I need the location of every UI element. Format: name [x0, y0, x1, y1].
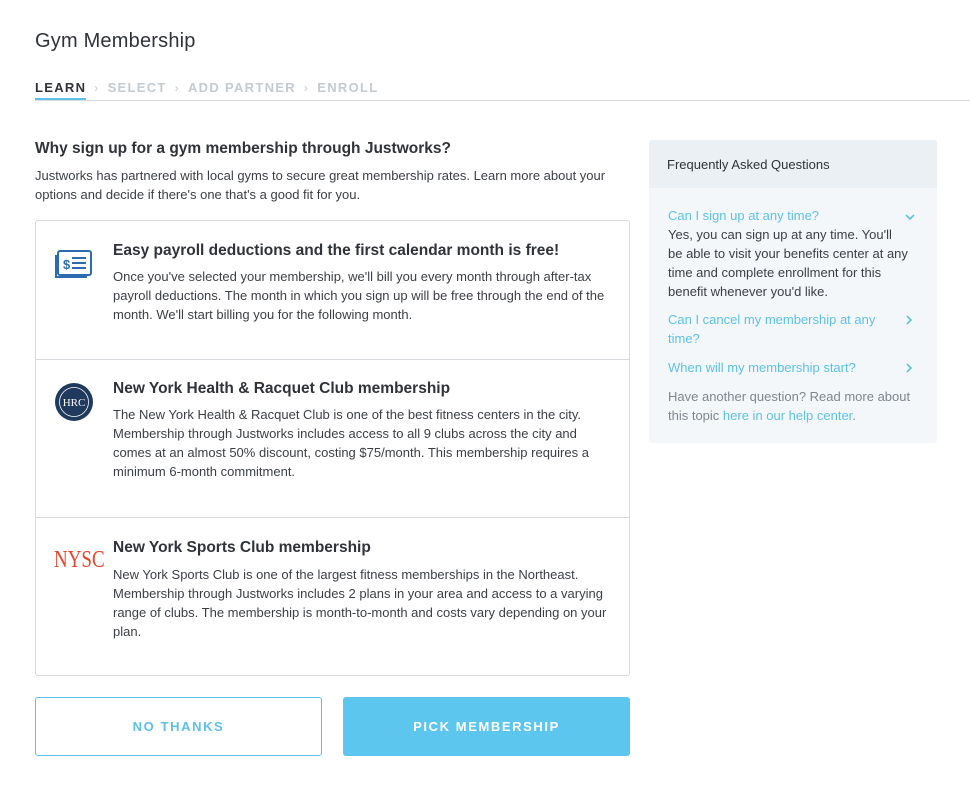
card-title: New York Health & Racquet Club membership: [113, 380, 451, 397]
chevron-right-icon[interactable]: [904, 313, 914, 331]
step-progress: [35, 80, 378, 95]
help-center-link[interactable]: here in our help center: [722, 408, 853, 423]
step-learn[interactable]: LEARN: [35, 80, 87, 95]
faq-footer-end: .: [852, 408, 856, 423]
membership-info-cards: [35, 220, 630, 676]
card-body: New York Sports Club is one of the largest fitness memberships in the Northeast. Membership through Justworks includes 2 plans in your area and access to a varying range of clubs. The membership is month-to-month and costs vary depending on your plan.: [113, 567, 607, 639]
check-dollar-icon: [54, 245, 94, 286]
faq-title: Frequently Asked Questions: [649, 140, 937, 188]
card-payroll: [36, 221, 629, 360]
faq-footer: [668, 387, 920, 425]
faq-footer-text: Have another question? Read more about this topic: [668, 389, 911, 423]
no-thanks-button[interactable]: NO THANKS: [35, 697, 322, 756]
faq-question-cancel[interactable]: Can I cancel my membership at any time?: [668, 312, 876, 346]
pick-membership-button[interactable]: PICK MEMBERSHIP: [343, 697, 630, 756]
faq-answer: Yes, you can sign up at any time. You'll be able to visit your benefits center at any time and complete enrollment for this benefit whenever you'd like.: [668, 227, 908, 299]
chevron-right-icon: ›: [303, 80, 310, 95]
nyhrc-logo-icon: [54, 382, 94, 427]
svg-text:HRC: HRC: [62, 397, 86, 409]
intro-text: Justworks has partnered with local gyms to secure great membership rates. Learn more about your options and decide if there's one that's a good fit for you.: [35, 168, 606, 202]
chevron-right-icon: ›: [174, 80, 180, 95]
faq-question-sign-up[interactable]: Can I sign up at any time?: [668, 208, 820, 223]
card-body: The New York Health & Racquet Club is one of the best fitness centers in the city. Membership through Justworks includes access to all 9 clubs across the city and comes at an almost 50% discount, costing $75/month. This membership requires a minimum 6-month commitment.: [113, 407, 589, 479]
step-select[interactable]: SELECT: [107, 80, 167, 95]
step-enroll[interactable]: ENROLL: [317, 80, 379, 95]
faq-panel: [649, 140, 937, 443]
intro-heading: Why sign up for a gym membership through Justworks?: [35, 140, 451, 157]
chevron-right-icon[interactable]: [904, 361, 914, 379]
card-body: Once you've selected your membership, we'll bill you every month through after-tax payroll deductions. The month in which you sign up will be free through the end of the month. We'll start billing you for the following month.: [113, 269, 605, 322]
card-nysc: [36, 519, 629, 675]
step-add-partner[interactable]: ADD PARTNER: [187, 80, 296, 95]
card-title: Easy payroll deductions and the first calendar month is free!: [113, 242, 560, 259]
svg-text:$: $: [63, 257, 71, 272]
nysc-logo-icon: [54, 543, 105, 582]
page-title: Gym Membership: [35, 30, 196, 52]
svg-text:NYSC: NYSC: [54, 545, 105, 573]
steps-divider: [35, 100, 970, 101]
card-nyhrc: [36, 360, 629, 518]
chevron-right-icon: ›: [94, 80, 100, 95]
faq-question-start[interactable]: When will my membership start?: [668, 360, 856, 375]
card-title: New York Sports Club membership: [113, 539, 371, 556]
